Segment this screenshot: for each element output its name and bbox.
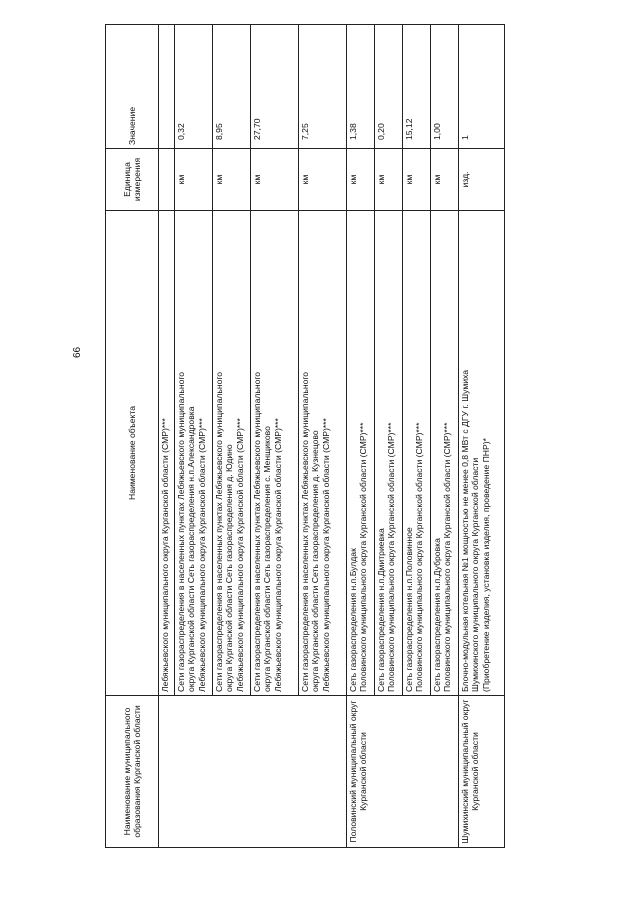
cell-object [175, 211, 213, 696]
table-body [159, 25, 505, 848]
cell-object [213, 211, 251, 696]
header-object: Наименование объекта [106, 211, 159, 696]
cell-object [375, 211, 403, 696]
header-municipality: Наименование муниципального образования Курганской области [106, 696, 159, 848]
cell-value: 8,95 [213, 25, 251, 149]
cell-object [251, 211, 299, 696]
cell-municipality [159, 696, 347, 848]
cell-object [299, 211, 347, 696]
object-line: Лебяжьевского муниципального округа Курганской области (СМР)*** [272, 418, 283, 692]
object-line: Половинского муниципального округа Курганской области (СМР)*** [442, 422, 453, 692]
object-line: Лебяжьевского муниципального округа Курганской области (СМР)*** [160, 418, 170, 692]
object-line: Половинского муниципального округа Курганской области (СМР)*** [386, 422, 397, 692]
cell-unit: км [175, 149, 213, 211]
object-line: Сети газораспределения в населенных пунктах Лебяжьевского муниципального [300, 371, 310, 692]
object-line: Блочно-модульная котельная №1 мощностью не менее 0,8 МВт с ДГУ г. Шумиха [460, 369, 470, 692]
object-line: Лебяжьевского муниципального округа Курганской области (СМР)*** [196, 418, 207, 692]
object-line: Лебяжьевского муниципального округа Курганской области (СМР)*** [234, 418, 245, 692]
object-line: Сеть газораспределения н.п.Дубровка [432, 538, 442, 692]
cell-object [347, 211, 375, 696]
object-line: округа Курганской области Сеть газораспределения д. Кузнецово [310, 430, 321, 692]
header-unit: Единица измерения [106, 149, 159, 211]
table-header-row [106, 25, 159, 848]
object-line: Сети газораспределения в населенных пунктах Лебяжьевского муниципального [252, 371, 262, 692]
object-line: Лебяжьевского муниципального округа Курганской области (СМР)*** [320, 418, 331, 692]
cell-value: 27,70 [251, 25, 299, 149]
cell-unit: км [251, 149, 299, 211]
object-line: Сеть газораспределения н.п.Булдак [348, 548, 358, 692]
object-line: округа Курганской области Сеть газораспределения н.п.Александровка [186, 406, 197, 692]
table-row [347, 25, 375, 848]
page-number: 66 [72, 346, 83, 358]
cell-unit: км [299, 149, 347, 211]
object-line: округа Курганской области Сеть газораспределения д. Юдино [224, 444, 235, 692]
cell-unit: км [403, 149, 431, 211]
object-line: округа Курганской области Сеть газораспределения с. Менщиково [262, 426, 273, 692]
cell-object [159, 211, 175, 696]
table-row [159, 25, 175, 848]
header-value: Значение [106, 25, 159, 149]
cell-unit: км [213, 149, 251, 211]
object-line: (Приобретение изделия, установка изделия, проведение ПНР)* [480, 438, 491, 692]
cell-unit: км [431, 149, 459, 211]
cell-object [459, 211, 505, 696]
object-line: Сеть газораспределения н.п.Половинное [404, 527, 414, 692]
cell-value: 7,25 [299, 25, 347, 149]
cell-value: 0,20 [375, 25, 403, 149]
table-row [459, 25, 505, 848]
cell-unit [159, 149, 175, 211]
cell-municipality: Половинский муниципальный округ Курганской области [347, 696, 459, 848]
cell-object [431, 211, 459, 696]
objects-table [105, 24, 505, 848]
object-line: Сеть газораспределения н.п.Дмитриевка [376, 528, 386, 692]
cell-unit: км [347, 149, 375, 211]
object-line: Сети газораспределения в населенных пунктах Лебяжьевского муниципального [176, 371, 186, 692]
rotated-table-container [105, 53, 565, 848]
cell-value: 1 [459, 25, 505, 149]
cell-value: 1,00 [431, 25, 459, 149]
object-line: Сети газораспределения в населенных пунктах Лебяжьевского муниципального [214, 371, 224, 692]
object-line: Половинского муниципального округа Курганской области (СМР)*** [358, 422, 369, 692]
cell-unit: изд. [459, 149, 505, 211]
cell-unit: км [375, 149, 403, 211]
object-line: Половинского муниципального округа Курганской области (СМР)*** [414, 422, 425, 692]
object-line: Шумихинского муниципального округа Курганской области [470, 457, 481, 692]
cell-object [403, 211, 431, 696]
cell-municipality: Шумихинский муниципальный округ Курганской области [459, 696, 505, 848]
cell-value [159, 25, 175, 149]
cell-value: 1,38 [347, 25, 375, 149]
cell-value: 0,32 [175, 25, 213, 149]
cell-value: 15,12 [403, 25, 431, 149]
